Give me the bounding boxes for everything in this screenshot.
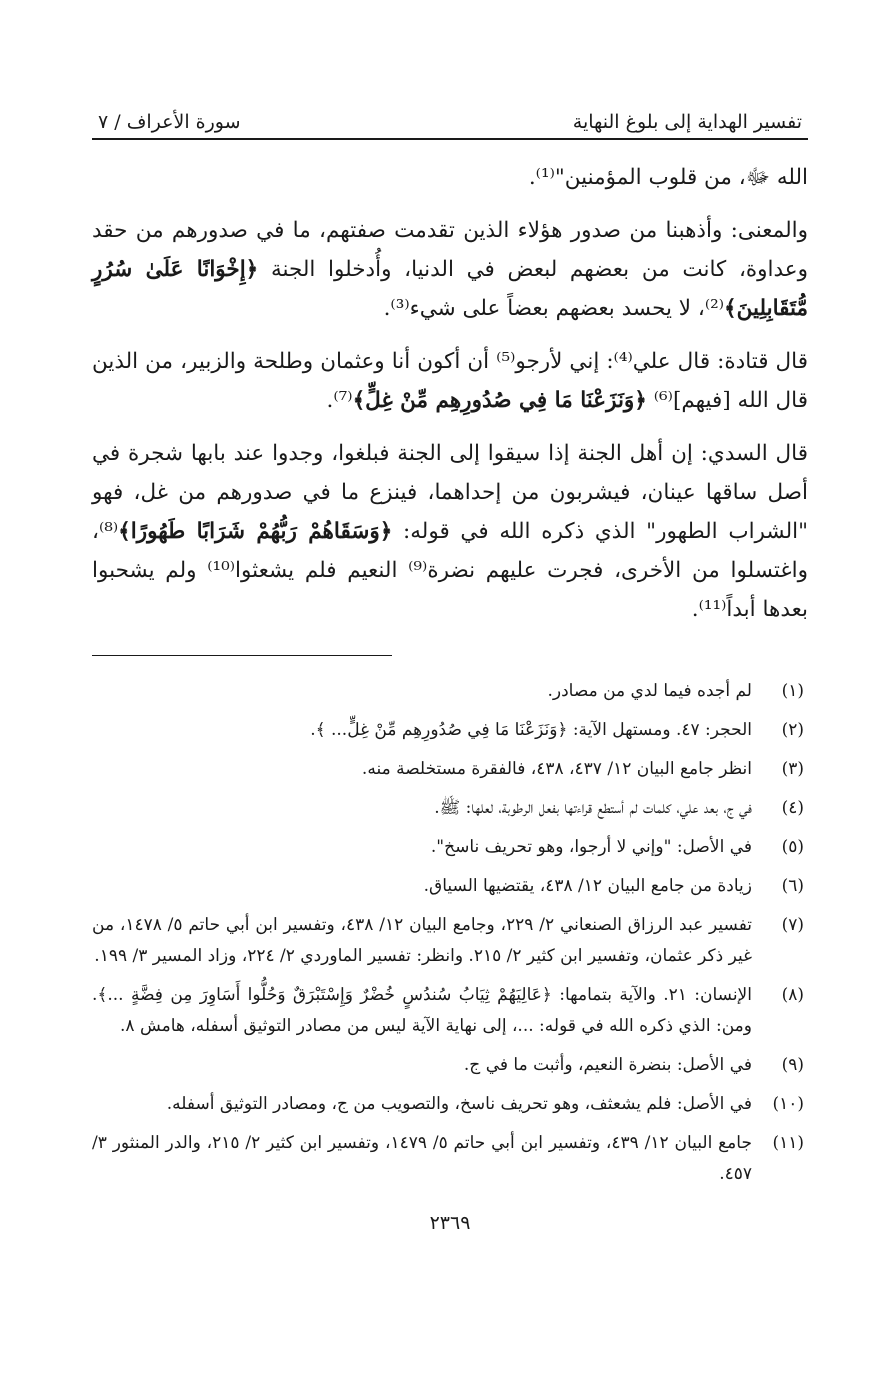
paragraph-4-text-a: قال السدي: إن أهل الجنة إذا سيقوا إلى الجنة فبلغوا، وجدوا عند بابها شجرة في أصل ساقها عينان، فيشربون من إحداهما، فينزع ما في صدورهم من غل، فهو "الشراب الطهور" الذي ذكره الله في قوله: [92,441,809,544]
paragraph-2-text-a: والمعنى: وأذهبنا من صدور هؤلاء الذين تقدمت صفتهم، ما في صدورهم من حقد وعداوة، كانت من بعضهم لبعض في الدنيا، وأُدخلوا الجنة [92,218,809,282]
footnote-number: (٢) [781,720,804,740]
footnote-text: انظر جامع البيان ١٢/ ٤٣٧، ٤٣٨، فالفقرة مستخلصة منه. [361,759,752,779]
footnote-text: في الأصل: "وإني لا أرجوا، وهو تحريف ناسخ". [430,837,752,857]
paragraph-2 [92,211,808,328]
footnote [92,793,808,824]
footnote-text: في الأصل: فلم يشعثف، وهو تحريف ناسخ، والتصويب من ج، ومصادر التوثيق أسفله. [166,1094,752,1114]
paragraph-3 [92,342,808,420]
footnote-text: في الأصل: بنضرة النعيم، وأثبت ما في ج. [463,1055,752,1075]
footnote [92,1050,808,1081]
footnote-number: (٣) [781,759,804,779]
footnote-number: (٧) [781,915,804,935]
paragraph-4-text-b: ⁽⁸⁾، واغتسلوا من الأخرى، فجرت عليهم نضرة⁽⁹⁾ النعيم فلم يشعثوا⁽¹⁰⁾ ولم يشحبوا بعدها أبداً⁽¹¹⁾. [92,519,808,622]
quran-verse: ﴿إِخْوَانًا عَلَىٰ سُرُرٍ مُّتَقَابِلِينَ﴾ [92,257,808,321]
footnote-number: (٩) [781,1055,804,1075]
footnote-text: جامع البيان ١٢/ ٤٣٩، وتفسير ابن أبي حاتم ٥/ ١٤٧٩، وتفسير ابن كثير ٢/ ٢١٥، والدر المنثور ٣/ ٤٥٧. [92,1133,752,1184]
footnote [92,871,808,902]
footnote [92,715,808,746]
quran-verse: ﴿وَسَقَاهُمْ رَبُّهُمْ شَرَابًا طَهُورًا﴾ [118,519,393,544]
paragraph-2-text-b: ⁽²⁾، لا يحسد بعضهم بعضاً على شيء⁽³⁾. [383,296,725,321]
quran-verse: ﴿وَنَزَعْنَا مَا فِي صُدُورِهِم مِّنْ غِلٍّ﴾ [352,388,647,413]
footnote-number: (١٠) [772,1094,804,1114]
footnote-number: (١١) [772,1133,804,1153]
footnote [92,980,808,1042]
paragraph-1-text: الله ﷻ، من قلوب المؤمنين"⁽¹⁾. [528,165,808,190]
footnote [92,676,808,707]
paragraph-1 [92,158,808,197]
paragraph-3-text-b: ⁽⁷⁾. [326,388,353,413]
footnote [92,910,808,972]
footnote-text: الحجر: ٤٧. ومستهل الآية: ﴿وَنَزَعْنَا مَا فِي صُدُورِهِم مِّنْ غِلٍّ... ﴾. [310,720,752,740]
footnote-number: (٦) [781,876,804,896]
running-head [92,96,808,140]
footnote-text: لم أجده فيما لدي من مصادر. [547,681,752,701]
footnote [92,754,808,785]
page [92,96,808,1234]
page-number: ٢٣٦٩ [429,1212,471,1234]
paragraph-3-text-a: قال قتادة: قال علي⁽⁴⁾: إني لأرجو⁽⁵⁾ أن أكون أنا وعثمان وطلحة والزبير، من الذين قال الله [فيهم]⁽⁶⁾ [92,349,808,413]
paragraph-4 [92,434,808,629]
footnote-text: الإنسان: ٢١. والآية بتمامها: ﴿عَالِيَهُمْ ثِيَابُ سُندُسٍ خُضْرٌ وَإِسْتَبْرَقٌ وَحُلُّوا أَسَاوِرَ مِن فِضَّةٍ ...﴾. ومن: الذي ذكره الله في قوله: ...، إلى نهاية الآية ليس من مصادر التوثيق أسفله، هامش ٨. [92,985,752,1036]
surah-title: سورة الأعراف / ٧ [98,111,241,133]
book-title: تفسير الهداية إلى بلوغ النهاية [572,111,802,133]
main-text [92,158,808,629]
footnote [92,1089,808,1120]
footnote-number: (٥) [781,837,804,857]
footnote-number: (٤) [781,798,804,818]
footnote-number: (٨) [781,985,804,1005]
footnote-text: تفسير عبد الرزاق الصنعاني ٢/ ٢٢٩، وجامع البيان ١٢/ ٤٣٨، وتفسير ابن أبي حاتم ٥/ ١٤٧٨، من غير ذكر عثمان، وتفسير ابن كثير ٢/ ٢١٥. وانظر: تفسير الماوردي ٢/ ٢٢٤، وزاد المسير ٣/ ١٩٩. [92,915,753,966]
footnote-text: في ج، بعد علي، كلمات لم أستطع قراءتها بفعل الرطوبة، لعلها: ﷺ. [434,798,752,818]
footnotes [92,676,808,1190]
footnote [92,1128,808,1190]
footnote-number: (١) [781,681,804,701]
footnote-divider [92,655,392,656]
footnote-text: زيادة من جامع البيان ١٢/ ٤٣٨، يقتضيها السياق. [423,876,752,896]
footnote [92,832,808,863]
